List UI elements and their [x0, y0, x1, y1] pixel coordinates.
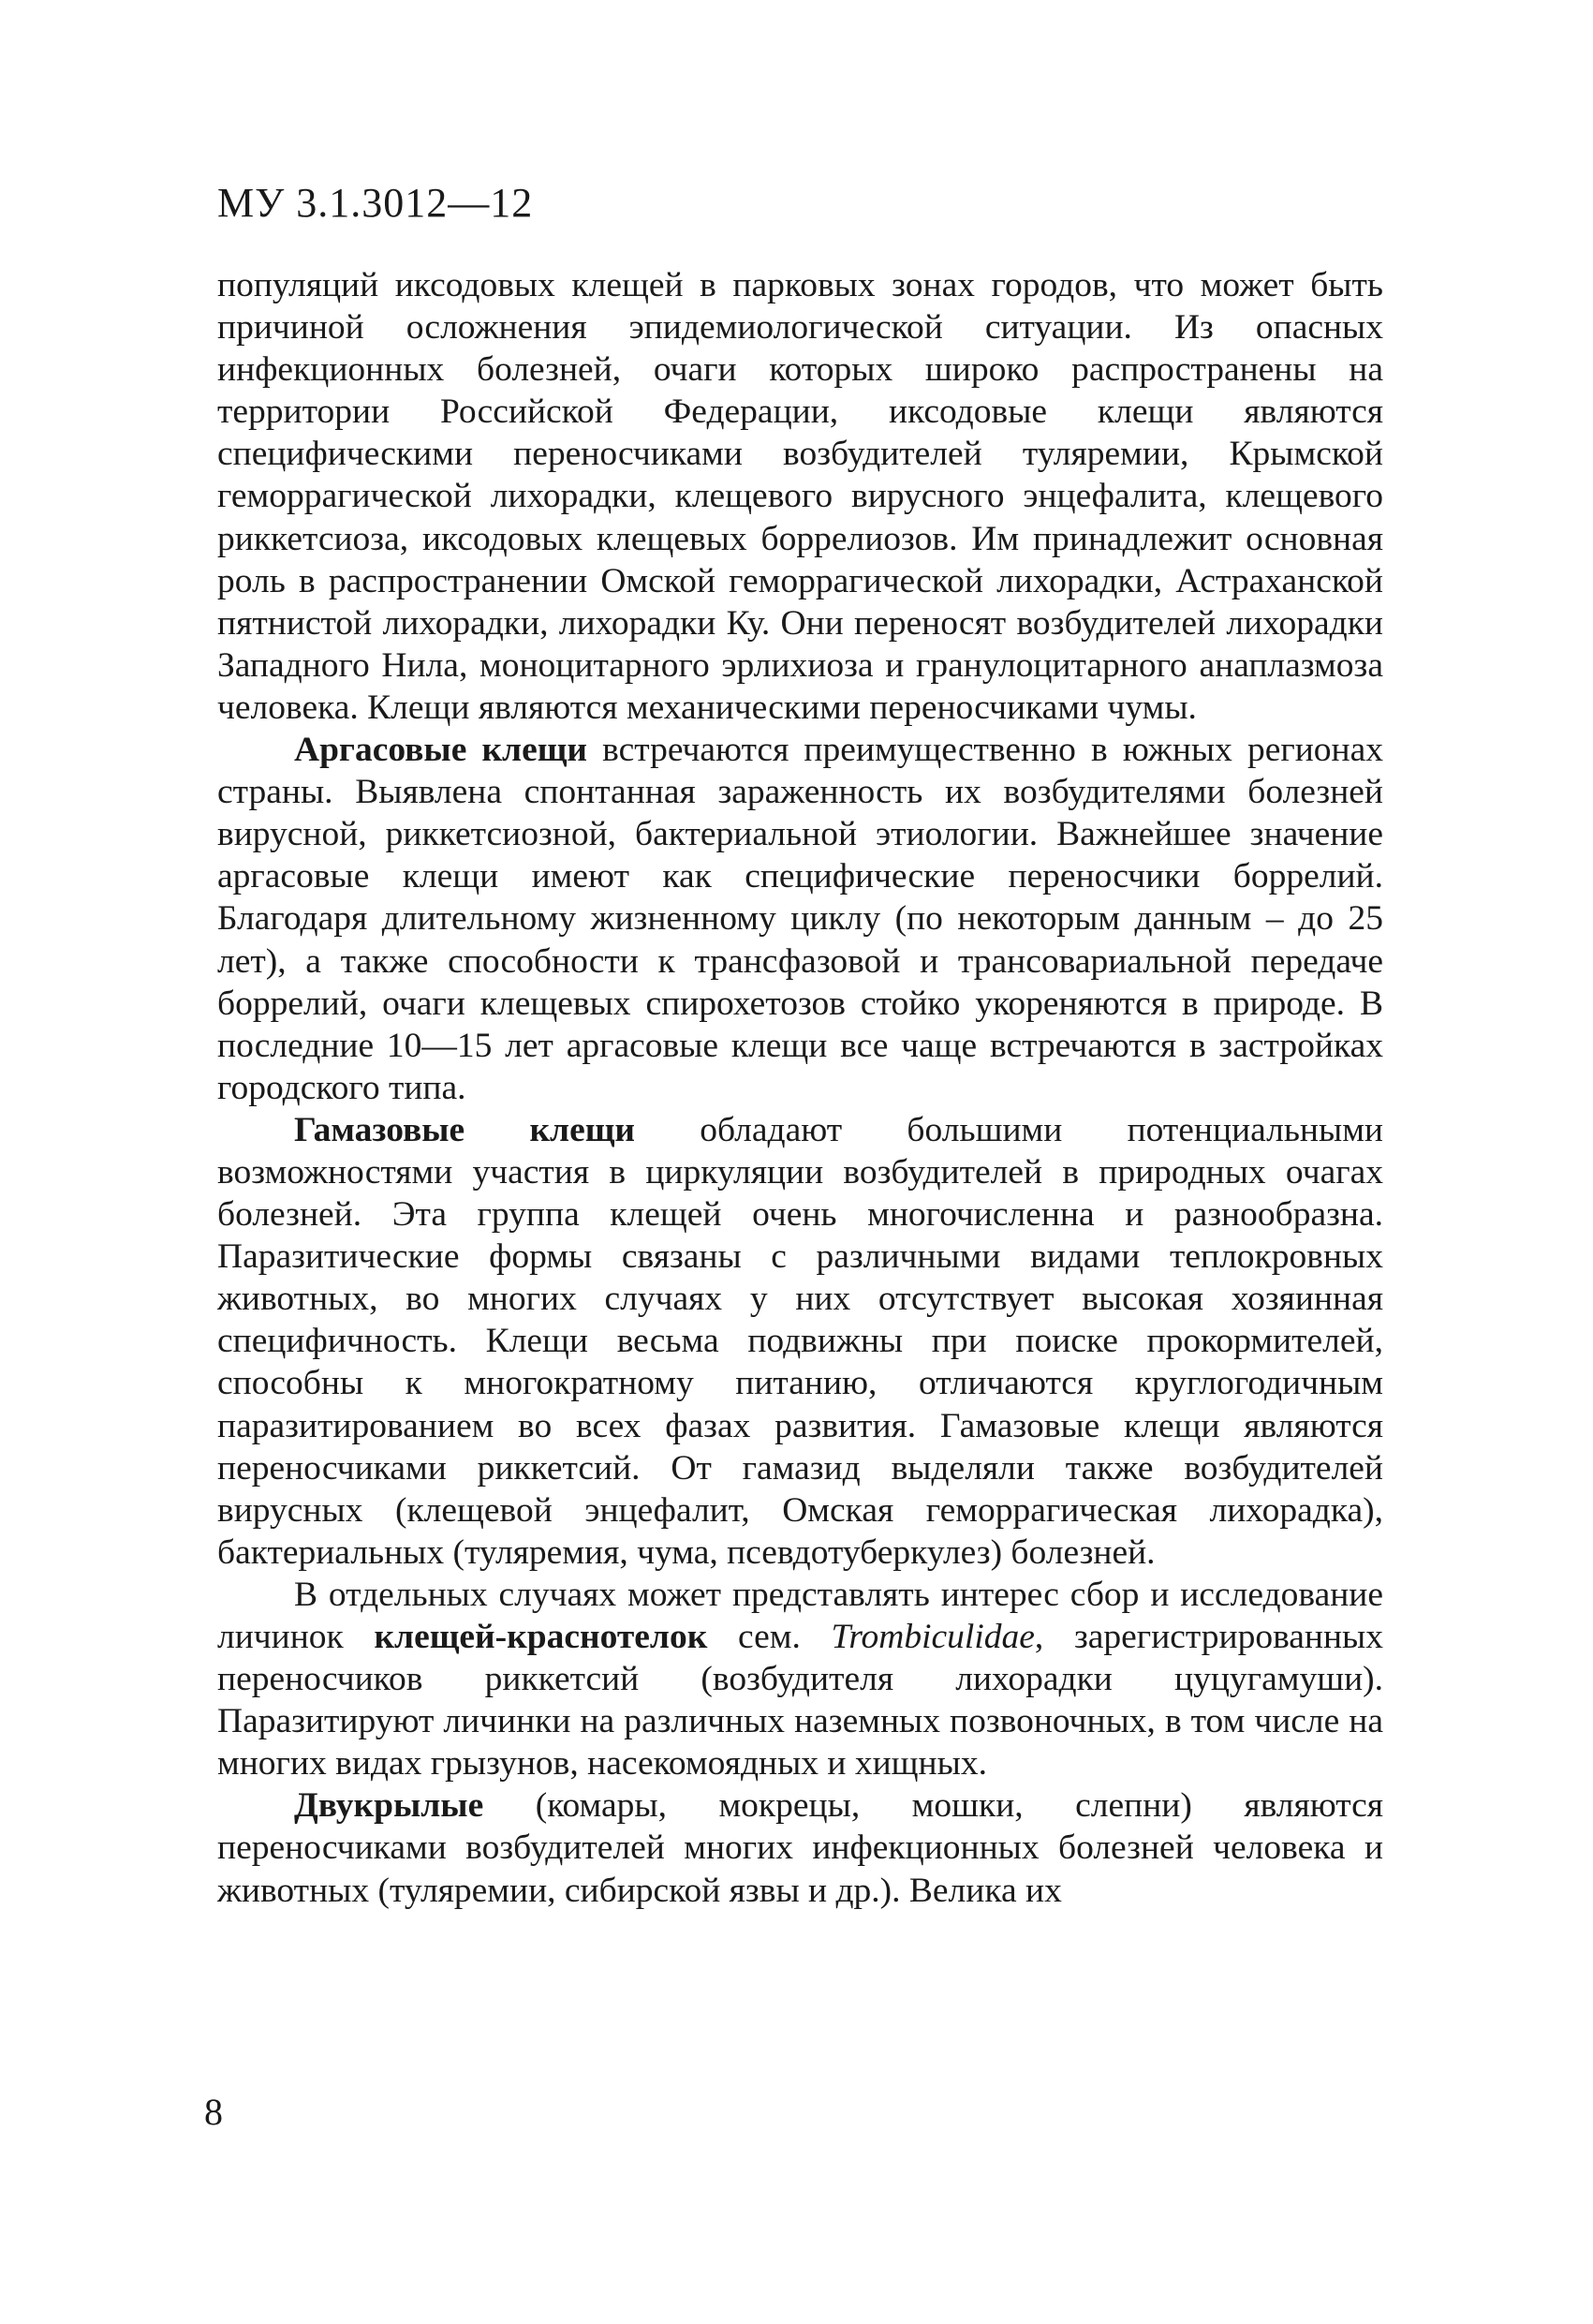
body-text	[217, 264, 1383, 1912]
paragraph-4-text-after: , зарегистрированных переносчиков риккетсий (возбудителя лихорадки цуцугамуши). Паразитируют личинки на различных наземных позвоночных, в том числе на многих видах грызунов, насекомоядных и хищных.	[217, 1618, 1384, 1784]
paragraph-1: популяций иксодовых клещей в парковых зонах городов, что может быть причиной осложнения эпидемиологической ситуации. Из опасных инфекционных болезней, очаги которых широко распространены на территории Российской Федерации, иксодовые клещи являются специфическими переносчиками возбудителей туляремии, Крымской геморрагической лихорадки, клещевого вирусного энцефалита, клещевого риккетсиоза, иксодовых клещевых боррелиозов. Им принадлежит основная роль в распространении Омской геморрагической лихорадки, Астраханской пятнистой лихорадки, лихорадки Ку. Они переносят возбудителей лихорадки Западного Нила, моноцитарного эрлихиоза и гранулоцитарного анаплазмоза человека. Клещи являются механическими переносчиками чумы.	[217, 266, 1383, 727]
term-gamasid-ticks: Гамазовые клещи	[294, 1110, 636, 1149]
paragraph-4-text-middle: сем.	[707, 1618, 832, 1656]
paragraph-2-text: встречаются преимущественно в южных регионах страны. Выявлена спонтанная зараженность их возбудителями болезней вирусной, риккетсиозной, бактериальной этиологии. Важнейшее значение аргасовые клещи имеют как специфические переносчики боррелий. Благодаря длительному жизненному циклу (по некоторым данным – до 25 лет), а также способности к трансфазовой и трансовариальной передаче боррелий, очаги клещевых спирохетозов стойко укореняются в природе. В последние 10—15 лет аргасовые клещи все чаще встречаются в застройках городского типа.	[217, 731, 1384, 1107]
term-argasid-ticks: Аргасовые клещи	[294, 731, 588, 770]
paragraph-3-text: обладают большими потенциальными возможностями участия в циркуляции возбудителей в природных очагах болезней. Эта группа клещей очень многочисленна и разнообразна. Паразитические формы связаны с различными видами теплокровных животных, во многих случаях у них отсутствует высокая хозяинная специфичность. Клещи весьма подвижны при поиске прокормителей, способны к многократному питанию, отличаются круглогодичным паразитированием во всех фазах развития. Гамазовые клещи являются переносчиками риккетсий. От гамазид выделяли также возбудителей вирусных (клещевой энцефалит, Омская геморрагическая лихорадка), бактериальных (туляремия, чума, псевдотуберкулез) болезней.	[217, 1110, 1383, 1572]
term-diptera: Двукрылые	[294, 1786, 484, 1826]
paragraph-3	[217, 1109, 1383, 1574]
paragraph-2	[217, 729, 1383, 1109]
paragraph-4	[217, 1574, 1383, 1784]
paragraph-5-text: (комары, мокрецы, мошки, слепни) являются переносчиками возбудителей многих инфекционных болезней человека и животных (туляремии, сибирской язвы и др.). Велика их	[217, 1786, 1383, 1910]
term-chigger-mites: клещей-краснотелок	[374, 1618, 708, 1656]
running-head: МУ 3.1.3012—12	[217, 180, 534, 226]
page-number: 8	[204, 2091, 223, 2133]
term-trombiculidae: Trombiculidae	[831, 1618, 1035, 1656]
paragraph-4-text-before: В отдельных случаях может представлять интерес сбор и исследование личинок	[217, 1575, 1383, 1656]
paragraph-5	[217, 1784, 1383, 1911]
